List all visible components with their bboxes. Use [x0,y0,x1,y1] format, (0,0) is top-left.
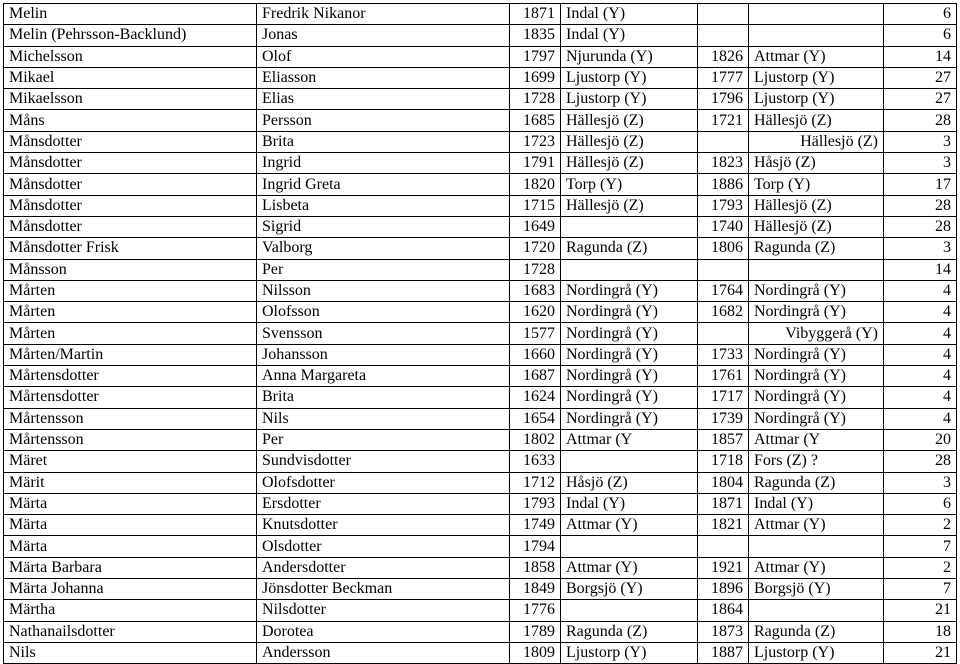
ref-number-cell: 21 [884,600,957,621]
table-row [4,174,957,195]
given-name-cell: Ingrid Greta [257,174,510,195]
surname-cell: Måns [4,110,257,131]
table-row [4,131,957,152]
given-name-cell: Jönsdotter Beckman [257,579,510,600]
birth-year-cell: 1849 [510,579,561,600]
table-row [4,493,957,514]
ref-number-cell: 3 [884,153,957,174]
surname-cell: Michelsson [4,46,257,67]
death-year-cell: 1740 [698,216,749,237]
birth-year-cell: 1835 [510,25,561,46]
birth-year-cell: 1633 [510,451,561,472]
table-row [4,4,957,25]
birth-year-cell: 1791 [510,153,561,174]
death-place-cell: Attmar (Y [749,429,884,450]
death-year-cell: 1739 [698,408,749,429]
surname-cell: Märta Barbara [4,557,257,578]
birth-year-cell: 1802 [510,429,561,450]
death-place-cell: Nordingrå (Y) [749,302,884,323]
table-row [4,621,957,642]
surname-cell: Märta [4,515,257,536]
death-place-cell: Nordingrå (Y) [749,344,884,365]
ref-number-cell: 6 [884,493,957,514]
ref-number-cell: 4 [884,387,957,408]
ref-number-cell: 18 [884,621,957,642]
given-name-cell: Svensson [257,323,510,344]
birth-place-cell: Ljustorp (Y) [561,67,698,88]
birth-year-cell: 1797 [510,46,561,67]
birth-place-cell: Indal (Y) [561,25,698,46]
death-place-cell: Ljustorp (Y) [749,642,884,663]
death-year-cell [698,323,749,344]
birth-place-cell: Hällesjö (Z) [561,153,698,174]
birth-year-cell: 1858 [510,557,561,578]
table-row [4,195,957,216]
death-year-cell [698,536,749,557]
table-row [4,46,957,67]
table-row [4,429,957,450]
death-place-cell: Håsjö (Z) [749,153,884,174]
death-year-cell: 1804 [698,472,749,493]
birth-year-cell: 1794 [510,536,561,557]
birth-place-cell: Nordingrå (Y) [561,366,698,387]
surname-cell: Månsdotter [4,174,257,195]
ref-number-cell: 14 [884,259,957,280]
ref-number-cell: 17 [884,174,957,195]
given-name-cell: Elias [257,89,510,110]
birth-place-cell: Håsjö (Z) [561,472,698,493]
death-place-cell: Indal (Y) [749,493,884,514]
birth-year-cell: 1809 [510,642,561,663]
death-year-cell: 1793 [698,195,749,216]
ref-number-cell: 7 [884,579,957,600]
surname-cell: Nils [4,642,257,663]
given-name-cell: Lisbeta [257,195,510,216]
table-row [4,472,957,493]
birth-place-cell: Nordingrå (Y) [561,302,698,323]
given-name-cell: Sigrid [257,216,510,237]
birth-year-cell: 1660 [510,344,561,365]
table-row [4,536,957,557]
given-name-cell: Johansson [257,344,510,365]
given-name-cell: Per [257,429,510,450]
table-row [4,366,957,387]
birth-place-cell: Nordingrå (Y) [561,344,698,365]
birth-year-cell: 1654 [510,408,561,429]
ref-number-cell: 4 [884,408,957,429]
surname-cell: Mårtensdotter [4,387,257,408]
table-row [4,579,957,600]
surname-cell: Melin (Pehrsson-Backlund) [4,25,257,46]
ref-number-cell: 27 [884,89,957,110]
ref-number-cell: 28 [884,195,957,216]
birth-year-cell: 1749 [510,515,561,536]
birth-place-cell [561,259,698,280]
birth-year-cell: 1871 [510,4,561,25]
death-place-cell: Ragunda (Z) [749,238,884,259]
birth-place-cell: Ljustorp (Y) [561,89,698,110]
given-name-cell: Jonas [257,25,510,46]
given-name-cell: Olof [257,46,510,67]
death-place-cell: Ljustorp (Y) [749,89,884,110]
death-place-cell [749,25,884,46]
death-place-cell: Ragunda (Z) [749,621,884,642]
surname-cell: Märtha [4,600,257,621]
death-year-cell [698,259,749,280]
table-row [4,515,957,536]
death-year-cell: 1887 [698,642,749,663]
birth-place-cell: Indal (Y) [561,4,698,25]
death-year-cell: 1873 [698,621,749,642]
ref-number-cell: 4 [884,366,957,387]
table-row [4,280,957,301]
death-place-cell [749,4,884,25]
birth-year-cell: 1699 [510,67,561,88]
given-name-cell: Andersdotter [257,557,510,578]
table-row [4,344,957,365]
table-row [4,323,957,344]
given-name-cell: Brita [257,387,510,408]
surname-cell: Mikaelsson [4,89,257,110]
death-year-cell: 1826 [698,46,749,67]
death-place-cell [749,536,884,557]
given-name-cell: Brita [257,131,510,152]
death-place-cell: Attmar (Y) [749,46,884,67]
death-place-cell: Hällesjö (Z) [749,195,884,216]
death-place-cell: Attmar (Y) [749,515,884,536]
surname-cell: Melin [4,4,257,25]
birth-place-cell: Hällesjö (Z) [561,195,698,216]
ref-number-cell: 28 [884,216,957,237]
death-place-cell: Vibyggerå (Y) [749,323,884,344]
death-place-cell: Ragunda (Z) [749,472,884,493]
death-year-cell: 1857 [698,429,749,450]
death-year-cell: 1896 [698,579,749,600]
birth-year-cell: 1649 [510,216,561,237]
birth-place-cell: Ragunda (Z) [561,238,698,259]
birth-place-cell: Nordingrå (Y) [561,408,698,429]
ref-number-cell: 2 [884,557,957,578]
birth-place-cell [561,536,698,557]
surname-cell: Mårtensson [4,408,257,429]
ref-number-cell: 2 [884,515,957,536]
birth-year-cell: 1720 [510,238,561,259]
death-year-cell: 1682 [698,302,749,323]
ref-number-cell: 3 [884,238,957,259]
birth-year-cell: 1624 [510,387,561,408]
death-year-cell: 1761 [698,366,749,387]
birth-place-cell: Nordingrå (Y) [561,323,698,344]
given-name-cell: Dorotea [257,621,510,642]
death-year-cell: 1718 [698,451,749,472]
death-year-cell [698,4,749,25]
birth-place-cell: Ragunda (Z) [561,621,698,642]
birth-place-cell: Ljustorp (Y) [561,642,698,663]
birth-place-cell [561,451,698,472]
ref-number-cell: 4 [884,280,957,301]
table-row [4,642,957,663]
table-body [4,4,957,664]
ref-number-cell: 3 [884,131,957,152]
death-place-cell [749,259,884,280]
table-row [4,387,957,408]
death-place-cell: Nordingrå (Y) [749,408,884,429]
death-year-cell: 1871 [698,493,749,514]
table-row [4,451,957,472]
ref-number-cell: 7 [884,536,957,557]
ref-number-cell: 27 [884,67,957,88]
birth-year-cell: 1687 [510,366,561,387]
given-name-cell: Per [257,259,510,280]
birth-place-cell: Njurunda (Y) [561,46,698,67]
given-name-cell: Knutsdotter [257,515,510,536]
birth-year-cell: 1620 [510,302,561,323]
death-place-cell: Borgsjö (Y) [749,579,884,600]
given-name-cell: Olofsdotter [257,472,510,493]
table-row [4,67,957,88]
death-year-cell [698,25,749,46]
surname-cell: Månsdotter [4,216,257,237]
death-year-cell: 1886 [698,174,749,195]
given-name-cell: Olofsson [257,302,510,323]
death-year-cell: 1821 [698,515,749,536]
death-year-cell: 1864 [698,600,749,621]
ref-number-cell: 28 [884,451,957,472]
surname-cell: Månsson [4,259,257,280]
death-year-cell: 1733 [698,344,749,365]
surname-cell: Månsdotter [4,153,257,174]
table-row [4,557,957,578]
table-row [4,408,957,429]
death-place-cell: Hällesjö (Z) [749,110,884,131]
birth-year-cell: 1776 [510,600,561,621]
surname-cell: Märta [4,536,257,557]
death-year-cell [698,131,749,152]
birth-place-cell: Nordingrå (Y) [561,280,698,301]
given-name-cell: Valborg [257,238,510,259]
surname-cell: Mikael [4,67,257,88]
death-place-cell: Fors (Z) ? [749,451,884,472]
table-row [4,110,957,131]
surname-cell: Märet [4,451,257,472]
birth-place-cell: Nordingrå (Y) [561,387,698,408]
ref-number-cell: 20 [884,429,957,450]
birth-year-cell: 1685 [510,110,561,131]
birth-place-cell: Borgsjö (Y) [561,579,698,600]
birth-year-cell: 1683 [510,280,561,301]
surname-cell: Månsdotter [4,195,257,216]
death-year-cell: 1806 [698,238,749,259]
death-place-cell: Attmar (Y) [749,557,884,578]
death-year-cell: 1717 [698,387,749,408]
death-place-cell: Nordingrå (Y) [749,366,884,387]
given-name-cell: Andersson [257,642,510,663]
birth-year-cell: 1789 [510,621,561,642]
birth-year-cell: 1793 [510,493,561,514]
surname-cell: Mårten [4,280,257,301]
given-name-cell: Olsdotter [257,536,510,557]
birth-year-cell: 1728 [510,89,561,110]
surname-cell: Månsdotter [4,131,257,152]
birth-place-cell [561,216,698,237]
birth-place-cell: Indal (Y) [561,493,698,514]
death-year-cell: 1777 [698,67,749,88]
ref-number-cell: 28 [884,110,957,131]
birth-year-cell: 1577 [510,323,561,344]
table-row [4,89,957,110]
death-year-cell: 1764 [698,280,749,301]
given-name-cell: Sundvisdotter [257,451,510,472]
table-row [4,238,957,259]
death-place-cell: Torp (Y) [749,174,884,195]
table-row [4,302,957,323]
table-row [4,259,957,280]
death-year-cell: 1721 [698,110,749,131]
death-place-cell: Hällesjö (Z) [749,216,884,237]
given-name-cell: Anna Margareta [257,366,510,387]
death-place-cell: Hällesjö (Z) [749,131,884,152]
death-year-cell: 1921 [698,557,749,578]
death-place-cell [749,600,884,621]
birth-place-cell: Attmar (Y) [561,515,698,536]
ref-number-cell: 4 [884,344,957,365]
surname-cell: Märta Johanna [4,579,257,600]
death-place-cell: Nordingrå (Y) [749,387,884,408]
ref-number-cell: 3 [884,472,957,493]
ref-number-cell: 6 [884,4,957,25]
birth-place-cell: Attmar (Y) [561,557,698,578]
given-name-cell: Ingrid [257,153,510,174]
genealogy-table [3,3,957,664]
given-name-cell: Eliasson [257,67,510,88]
table-row [4,216,957,237]
given-name-cell: Persson [257,110,510,131]
death-place-cell: Nordingrå (Y) [749,280,884,301]
ref-number-cell: 4 [884,302,957,323]
given-name-cell: Ersdotter [257,493,510,514]
death-year-cell: 1823 [698,153,749,174]
surname-cell: Mårtensdotter [4,366,257,387]
surname-cell: Nathanailsdotter [4,621,257,642]
surname-cell: Märta [4,493,257,514]
surname-cell: Månsdotter Frisk [4,238,257,259]
table-row [4,600,957,621]
death-place-cell: Ljustorp (Y) [749,67,884,88]
ref-number-cell: 21 [884,642,957,663]
birth-year-cell: 1712 [510,472,561,493]
surname-cell: Mårten [4,302,257,323]
table-row [4,153,957,174]
given-name-cell: Nilsson [257,280,510,301]
given-name-cell: Fredrik Nikanor [257,4,510,25]
given-name-cell: Nilsdotter [257,600,510,621]
surname-cell: Mårtensson [4,429,257,450]
birth-place-cell: Torp (Y) [561,174,698,195]
surname-cell: Mårten/Martin [4,344,257,365]
surname-cell: Mårten [4,323,257,344]
birth-place-cell: Hällesjö (Z) [561,110,698,131]
table-row [4,25,957,46]
birth-year-cell: 1728 [510,259,561,280]
death-year-cell: 1796 [698,89,749,110]
ref-number-cell: 6 [884,25,957,46]
given-name-cell: Nils [257,408,510,429]
birth-year-cell: 1723 [510,131,561,152]
ref-number-cell: 14 [884,46,957,67]
birth-place-cell [561,600,698,621]
birth-year-cell: 1715 [510,195,561,216]
birth-year-cell: 1820 [510,174,561,195]
surname-cell: Märit [4,472,257,493]
birth-place-cell: Hällesjö (Z) [561,131,698,152]
ref-number-cell: 4 [884,323,957,344]
birth-place-cell: Attmar (Y [561,429,698,450]
